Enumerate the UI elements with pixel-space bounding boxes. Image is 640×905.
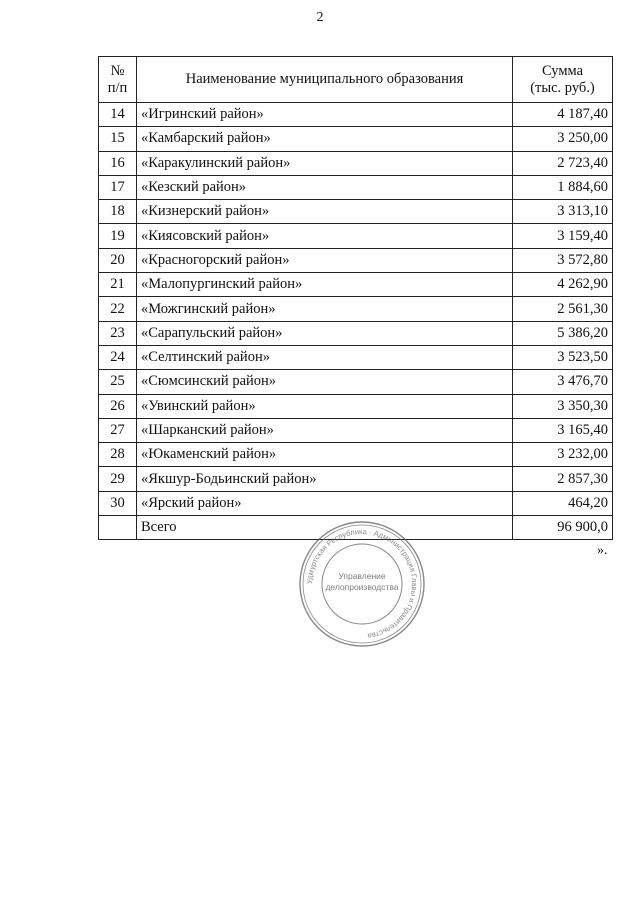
row-number: 16	[99, 151, 137, 175]
table-row	[99, 297, 613, 321]
row-name: «Киясовский район»	[137, 224, 513, 248]
table-row	[99, 418, 613, 442]
row-number: 19	[99, 224, 137, 248]
table-header-row	[99, 57, 613, 103]
row-number: 21	[99, 273, 137, 297]
closing-quote: ».	[597, 543, 608, 558]
row-name: «Шарканский район»	[137, 418, 513, 442]
table-row	[99, 443, 613, 467]
row-sum: 1 884,60	[513, 175, 613, 199]
row-sum: 2 723,40	[513, 151, 613, 175]
row-number: 24	[99, 345, 137, 369]
table-body	[99, 103, 613, 540]
row-sum: 3 476,70	[513, 370, 613, 394]
row-number: 30	[99, 491, 137, 515]
total-sum: 96 900,0	[513, 516, 613, 540]
row-number: 22	[99, 297, 137, 321]
table-row	[99, 394, 613, 418]
row-name: «Каракулинский район»	[137, 151, 513, 175]
table-row	[99, 200, 613, 224]
row-sum: 3 572,80	[513, 248, 613, 272]
stamp-text-line2: делопроизводства	[325, 582, 399, 592]
row-sum: 3 313,10	[513, 200, 613, 224]
row-sum: 4 262,90	[513, 273, 613, 297]
row-sum: 3 165,40	[513, 418, 613, 442]
row-number: 25	[99, 370, 137, 394]
table-row	[99, 248, 613, 272]
row-name: «Камбарский район»	[137, 127, 513, 151]
table-row	[99, 273, 613, 297]
table-row	[99, 151, 613, 175]
row-sum: 3 159,40	[513, 224, 613, 248]
row-number: 18	[99, 200, 137, 224]
row-name: «Можгинский район»	[137, 297, 513, 321]
row-number: 15	[99, 127, 137, 151]
row-number: 17	[99, 175, 137, 199]
row-number: 29	[99, 467, 137, 491]
row-name: «Малопургинский район»	[137, 273, 513, 297]
row-name: «Ярский район»	[137, 491, 513, 515]
row-name: «Игринский район»	[137, 103, 513, 127]
row-sum: 2 857,30	[513, 467, 613, 491]
table-row	[99, 103, 613, 127]
row-sum: 3 250,00	[513, 127, 613, 151]
row-name: «Увинский район»	[137, 394, 513, 418]
table-row	[99, 224, 613, 248]
row-number: 23	[99, 321, 137, 345]
stamp-ring-text: Удмуртская Республика · Администрация Главы и Правительства	[304, 526, 420, 641]
table-row	[99, 467, 613, 491]
row-sum: 5 386,20	[513, 321, 613, 345]
total-num	[99, 516, 137, 540]
row-sum: 3 523,50	[513, 345, 613, 369]
row-name: «Селтинский район»	[137, 345, 513, 369]
table-row	[99, 175, 613, 199]
table-row	[99, 370, 613, 394]
table-row	[99, 491, 613, 515]
row-sum: 3 232,00	[513, 443, 613, 467]
row-name: «Кизнерский район»	[137, 200, 513, 224]
row-name: «Якшур-Бодьинский район»	[137, 467, 513, 491]
stamp-text-line1: Управление	[338, 571, 386, 581]
page-number: 2	[316, 10, 324, 25]
table-row	[99, 345, 613, 369]
header-sum: Сумма (тыс. руб.)	[513, 57, 613, 103]
row-name: «Юкаменский район»	[137, 443, 513, 467]
row-name: «Сюмсинский район»	[137, 370, 513, 394]
total-label: Всего	[137, 516, 513, 540]
row-name: «Кезский район»	[137, 175, 513, 199]
row-name: «Сарапульский район»	[137, 321, 513, 345]
row-sum: 2 561,30	[513, 297, 613, 321]
row-number: 27	[99, 418, 137, 442]
row-number: 14	[99, 103, 137, 127]
header-num: № п/п	[99, 57, 137, 103]
row-sum: 464,20	[513, 491, 613, 515]
row-name: «Красногорский район»	[137, 248, 513, 272]
allocation-table	[98, 56, 613, 540]
row-number: 26	[99, 394, 137, 418]
row-number: 20	[99, 248, 137, 272]
table-row	[99, 321, 613, 345]
table-row	[99, 127, 613, 151]
header-name: Наименование муниципального образования	[137, 57, 513, 103]
row-number: 28	[99, 443, 137, 467]
row-sum: 4 187,40	[513, 103, 613, 127]
official-stamp	[297, 519, 427, 649]
row-sum: 3 350,30	[513, 394, 613, 418]
